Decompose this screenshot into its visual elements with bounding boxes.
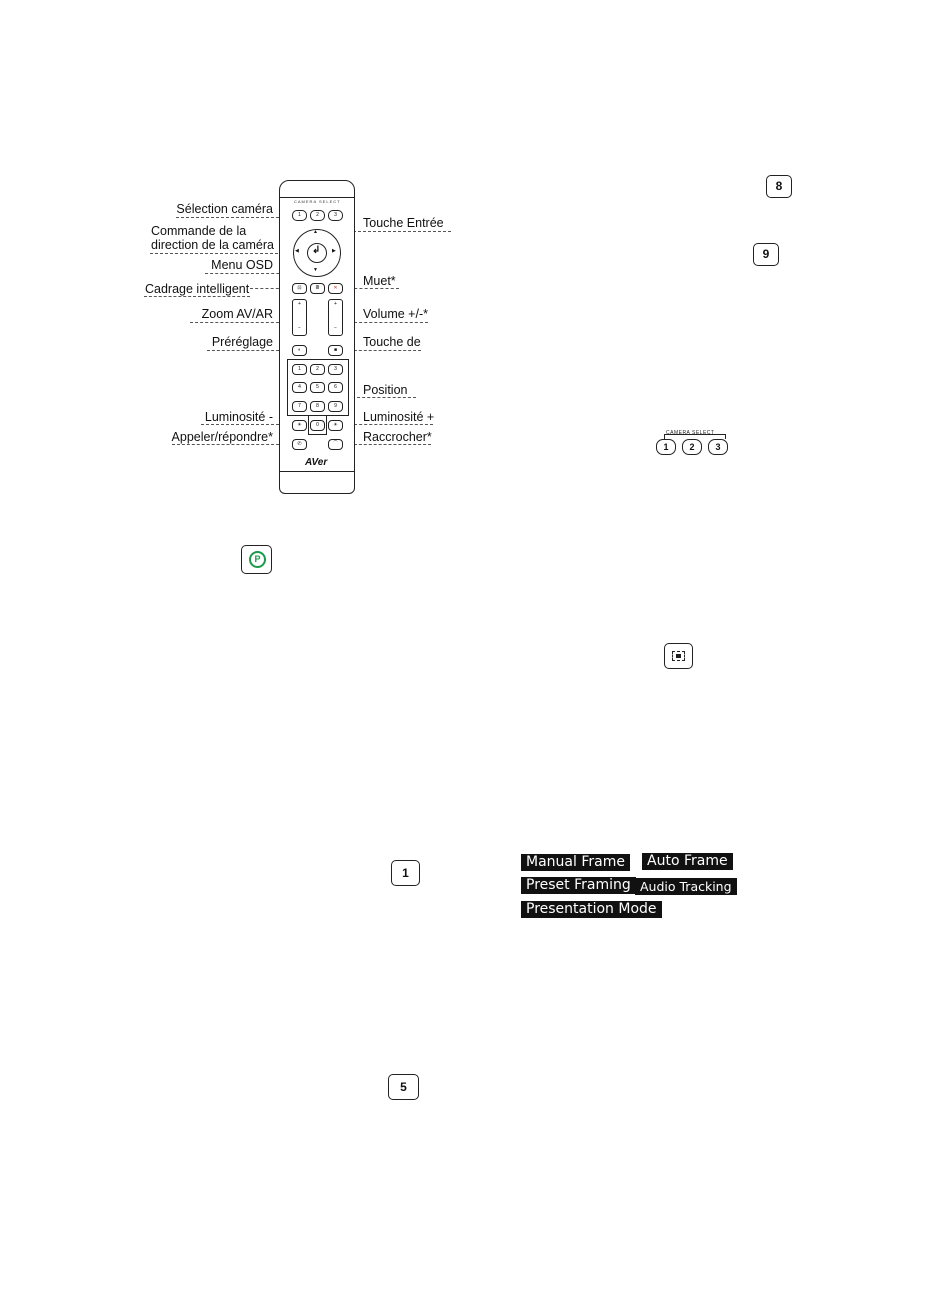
remote-camera-button[interactable]: ■ (328, 345, 343, 356)
remote-numpad-5[interactable]: 5 (310, 382, 325, 393)
label-camera-direction-1: Commande de la (151, 224, 247, 238)
remote-camera-button-1[interactable]: 1 (292, 210, 307, 221)
remote-volume-rocker[interactable]: + − (328, 299, 343, 336)
label-enter-key: Touche Entrée (363, 216, 444, 230)
remote-numpad-0[interactable]: 0 (310, 420, 325, 431)
camera-select-icon (656, 431, 734, 455)
key-8-icon: 8 (766, 175, 792, 198)
remote-menu-button[interactable]: ≣ (310, 283, 325, 294)
preset-icon (241, 545, 272, 574)
label-call-answer: Appeler/répondre* (171, 430, 273, 444)
leader-line (349, 350, 421, 351)
remote-call-button[interactable]: ✆ (292, 439, 307, 450)
remote-top-divider (280, 197, 354, 198)
preset-p-icon: P (249, 551, 266, 568)
label-preset: Préréglage (211, 335, 273, 349)
tag-preset-framing: Preset Framing (521, 877, 636, 894)
leader-line (150, 253, 288, 254)
leader-line (352, 397, 416, 398)
remote-numpad-9[interactable]: 9 (328, 401, 343, 412)
smart-frame-icon (664, 643, 693, 669)
leader-line (349, 288, 399, 289)
label-mute: Muet* (363, 274, 396, 288)
label-brightness-minus: Luminosité - (204, 410, 273, 424)
remote-brand-logo: AVer (305, 457, 328, 468)
remote-zoom-rocker[interactable]: + − (292, 299, 307, 336)
remote-numpad-3[interactable]: 3 (328, 364, 343, 375)
enter-arrow-icon: ↲ (312, 245, 321, 256)
right-arrow-icon: ▶ (332, 248, 336, 254)
smart-frame-center-icon (676, 654, 681, 658)
label-hang-up: Raccrocher* (363, 430, 432, 444)
label-position: Position (363, 383, 408, 397)
remote-mute-button[interactable]: ✕ (328, 283, 343, 294)
remote-camera-button-2[interactable]: 2 (310, 210, 325, 221)
remote-camera-button-3[interactable]: 3 (328, 210, 343, 221)
remote-brightness-minus-button[interactable]: ☀ (292, 420, 307, 431)
remote-numpad-4[interactable]: 4 (292, 382, 307, 393)
label-camera-select: Sélection caméra (176, 202, 273, 216)
camera-select-key-3: 3 (708, 439, 728, 455)
remote-numpad-2[interactable]: 2 (310, 364, 325, 375)
leader-line (349, 424, 433, 425)
key-5-icon: 5 (388, 1074, 419, 1100)
leader-line (190, 322, 284, 323)
remote-camera-select-caption: CAMERA SELECT (294, 199, 341, 204)
remote-brightness-plus-button[interactable]: ☀ (328, 420, 343, 431)
tag-presentation-mode: Presentation Mode (521, 901, 662, 918)
label-volume: Volume +/-* (363, 307, 428, 321)
tag-manual-frame: Manual Frame (521, 854, 630, 871)
remote-control (279, 180, 355, 494)
label-touche-de: Touche de (363, 335, 421, 349)
camera-select-caption: CAMERA SELECT (666, 430, 715, 436)
tag-auto-frame: Auto Frame (642, 853, 733, 870)
leader-line (172, 444, 284, 445)
key-9-icon: 9 (753, 243, 779, 266)
remote-numpad-7[interactable]: 7 (292, 401, 307, 412)
label-zoom: Zoom AV/AR (201, 307, 273, 321)
leader-line (207, 350, 284, 351)
remote-numpad-6[interactable]: 6 (328, 382, 343, 393)
leader-line (144, 296, 250, 297)
remote-preset-button[interactable]: ◐ (292, 345, 307, 356)
left-arrow-icon: ◀ (295, 248, 299, 254)
label-brightness-plus: Luminosité + (363, 410, 435, 424)
remote-smart-frame-button[interactable]: ⊡ (292, 283, 307, 294)
up-arrow-icon: ▲ (313, 229, 318, 235)
remote-bottom-divider (280, 471, 354, 472)
leader-line (201, 424, 284, 425)
down-arrow-icon: ▼ (313, 267, 318, 273)
key-1-icon: 1 (391, 860, 420, 886)
leader-line (349, 322, 428, 323)
remote-numpad-8[interactable]: 8 (310, 401, 325, 412)
camera-select-key-1: 1 (656, 439, 676, 455)
label-camera-direction-2: direction de la caméra (151, 238, 274, 252)
leader-line (176, 217, 284, 218)
remote-numpad-1[interactable]: 1 (292, 364, 307, 375)
remote-hangup-button[interactable]: ⌒ (328, 439, 343, 450)
label-smart-frame: Cadrage intelligent (145, 282, 250, 296)
leader-line (349, 444, 431, 445)
camera-select-key-2: 2 (682, 439, 702, 455)
label-osd-menu: Menu OSD (211, 258, 273, 272)
tag-audio-tracking: Audio Tracking (635, 878, 737, 895)
